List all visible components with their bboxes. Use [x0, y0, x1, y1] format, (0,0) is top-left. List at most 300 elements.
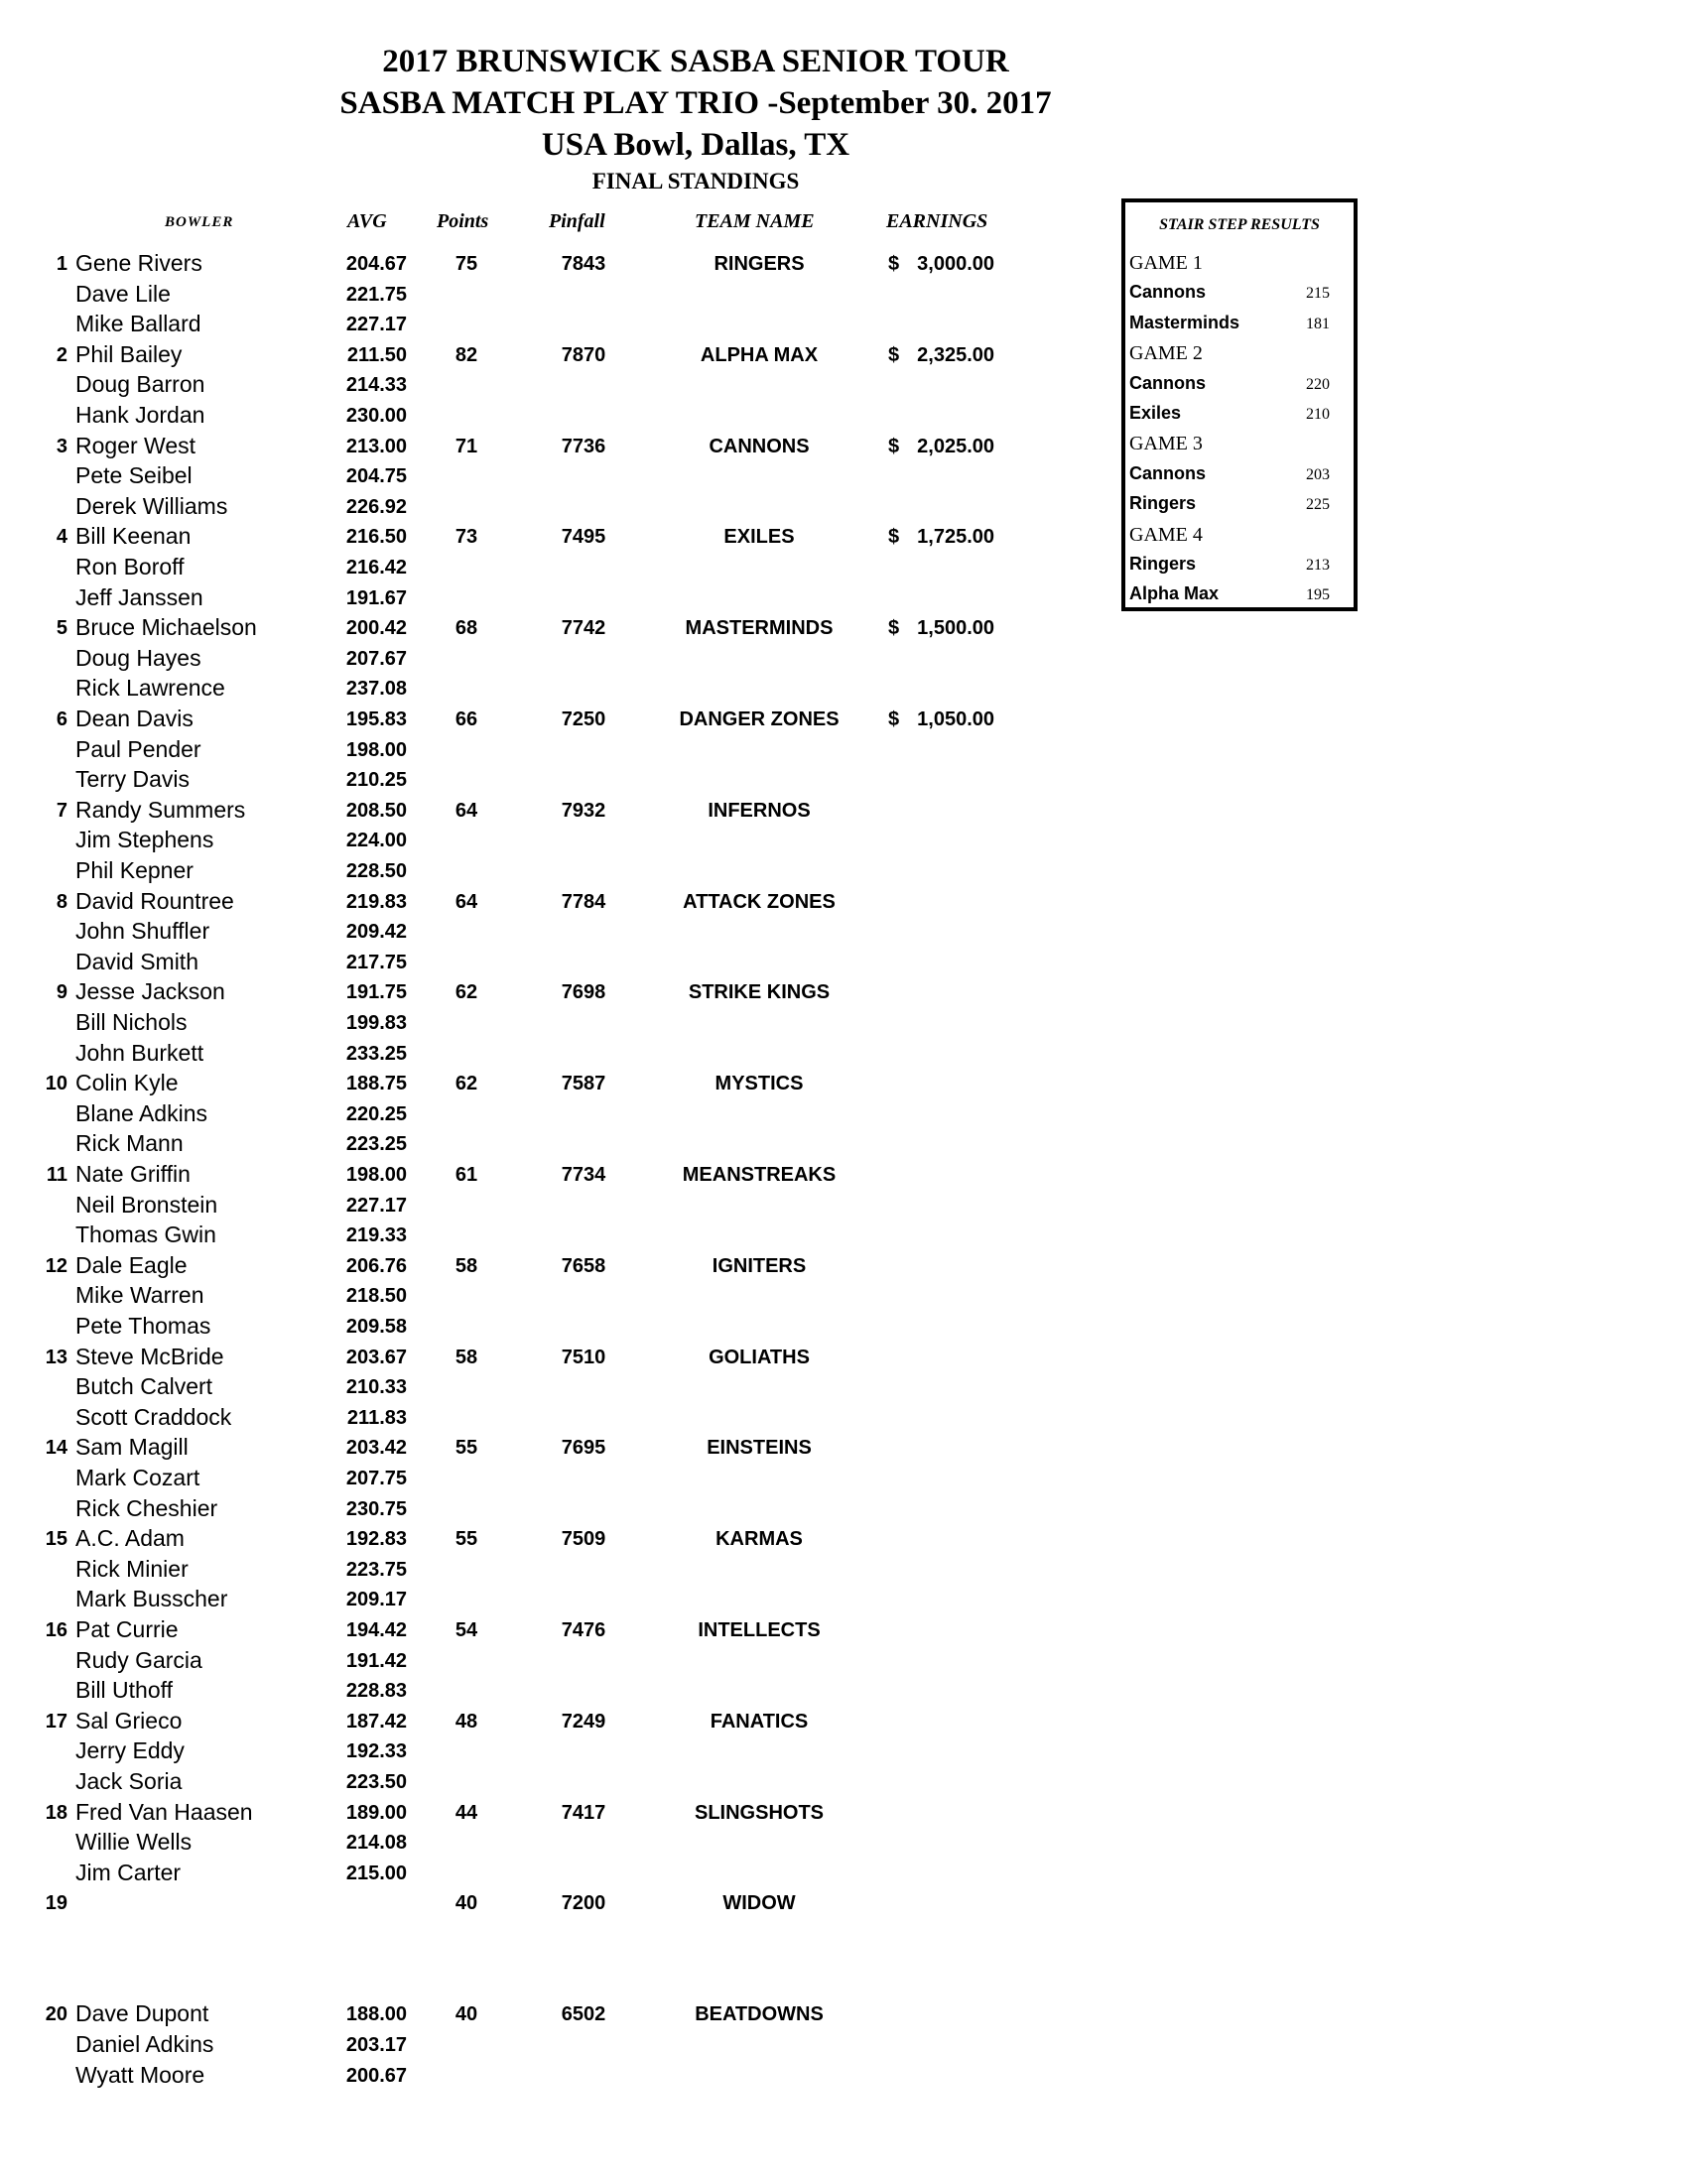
- team-points: 40: [454, 2003, 478, 2026]
- team-points: 71: [454, 435, 478, 457]
- rank: 6: [56, 708, 67, 730]
- game-label-row: [1125, 524, 1354, 552]
- bowler-name: Pete Thomas: [75, 1313, 211, 1339]
- result-team: Ringers: [1129, 554, 1197, 574]
- bowler-name: Derek Williams: [75, 492, 228, 519]
- bowler-row: [0, 1556, 1092, 1586]
- team-pinfall: 7510: [561, 1346, 606, 1368]
- team-row: [0, 250, 1092, 280]
- bowler-row: [0, 675, 1092, 705]
- bowler-avg: 204.75: [345, 465, 407, 488]
- rank: 19: [45, 1892, 67, 1915]
- team-name: INTELLECTS: [698, 1619, 821, 1641]
- bowler-name: David Smith: [75, 948, 198, 974]
- team-name: ALPHA MAX: [700, 343, 819, 366]
- team-row: [0, 523, 1092, 553]
- team-points: 61: [454, 1164, 478, 1186]
- bowler-row: [0, 1192, 1092, 1221]
- team-row: [0, 978, 1092, 1008]
- bowler-row: [0, 1465, 1092, 1494]
- team-points: 40: [454, 1892, 478, 1915]
- bowler-name: Doug Hayes: [75, 644, 201, 671]
- team-name: SLINGSHOTS: [694, 1801, 824, 1824]
- team-row: [0, 1708, 1092, 1737]
- team-row: [0, 1616, 1092, 1646]
- team-name: STRIKE KINGS: [688, 981, 831, 1004]
- result-team: Masterminds: [1129, 312, 1240, 332]
- bowler-name: Sal Grieco: [75, 1707, 183, 1734]
- team-name: DANGER ZONES: [679, 708, 840, 730]
- bowler-avg: 209.17: [345, 1589, 407, 1611]
- bowler-name: Sam Magill: [75, 1434, 189, 1461]
- bowler-row: [0, 1282, 1092, 1312]
- rank: 15: [45, 1528, 67, 1551]
- bowler-name: Roger West: [75, 432, 196, 458]
- bowler-name: Jack Soria: [75, 1768, 183, 1794]
- currency-symbol: $: [888, 526, 900, 549]
- result-team: Alpha Max: [1129, 583, 1220, 604]
- rank: 14: [45, 1437, 67, 1460]
- team-name: EXILES: [723, 526, 795, 549]
- venue: USA Bowl, Dallas, TX: [541, 127, 850, 163]
- bowler-avg: 228.83: [345, 1680, 407, 1703]
- bowler-avg: 230.00: [345, 405, 407, 427]
- team-name: CANNONS: [709, 435, 810, 457]
- rank: 2: [56, 343, 67, 366]
- bowler-name: Dave Dupont: [75, 2000, 209, 2027]
- bowler-avg: 214.33: [345, 374, 407, 397]
- game-result-row: [1125, 493, 1354, 521]
- bowler-avg: 219.83: [345, 890, 407, 913]
- bowler-row: [0, 918, 1092, 948]
- bowler-avg: 203.42: [345, 1437, 407, 1460]
- team-row: [0, 888, 1092, 918]
- team-pinfall: 7742: [561, 617, 606, 640]
- bowler-name: Neil Bronstein: [75, 1191, 218, 1218]
- bowler-row: [0, 554, 1092, 583]
- bowler-avg: 188.75: [345, 1073, 407, 1095]
- team-points: 44: [454, 1801, 478, 1824]
- team-points: 62: [454, 1073, 478, 1095]
- column-header-points: Points: [437, 210, 489, 232]
- result-score: 181: [1306, 315, 1330, 332]
- tour-title: 2017 BRUNSWICK SASBA SENIOR TOUR: [382, 44, 1009, 79]
- game-label: GAME 1: [1129, 252, 1203, 274]
- team-row: [0, 1161, 1092, 1191]
- rank: 1: [56, 253, 67, 275]
- bowler-name: Jesse Jackson: [75, 978, 225, 1005]
- bowler-avg: 227.17: [345, 1194, 407, 1217]
- team-points: 64: [454, 890, 478, 913]
- team-pinfall: 7509: [561, 1528, 606, 1551]
- game-label: GAME 4: [1129, 523, 1203, 546]
- column-header-team-name: TEAM NAME: [695, 210, 815, 232]
- rank: 3: [56, 435, 67, 457]
- bowler-avg: 195.83: [345, 708, 407, 730]
- bowler-avg: 192.33: [345, 1740, 407, 1763]
- rank: 13: [45, 1346, 67, 1368]
- team-earnings: 2,325.00: [917, 343, 994, 366]
- team-name: MEANSTREAKS: [682, 1164, 837, 1186]
- rank: 20: [45, 2003, 67, 2026]
- bowler-row: [0, 1920, 1092, 1950]
- result-team: Exiles: [1129, 403, 1182, 423]
- bowler-avg: 194.42: [345, 1619, 407, 1641]
- bowler-row: [0, 1737, 1092, 1767]
- bowler-name: Randy Summers: [75, 796, 246, 823]
- team-pinfall: 7587: [561, 1073, 606, 1095]
- team-row: [0, 2000, 1092, 2030]
- bowler-avg: 210.25: [345, 769, 407, 792]
- bowler-avg: 200.67: [345, 2064, 407, 2087]
- team-earnings: 1,050.00: [917, 708, 994, 730]
- team-name: MYSTICS: [714, 1073, 804, 1095]
- game-label: GAME 3: [1129, 433, 1203, 455]
- team-points: 64: [454, 799, 478, 822]
- event-title: SASBA MATCH PLAY TRIO -September 30. 2017: [339, 85, 1052, 121]
- bowler-name: John Burkett: [75, 1039, 204, 1066]
- bowler-name: Jim Stephens: [75, 827, 214, 853]
- bowler-name: Nate Griffin: [75, 1161, 191, 1187]
- team-row: [0, 341, 1092, 371]
- result-team: Cannons: [1129, 372, 1207, 393]
- bowler-row: [0, 736, 1092, 766]
- team-pinfall: 7495: [561, 526, 606, 549]
- bowler-name: Hank Jordan: [75, 402, 205, 428]
- result-score: 203: [1306, 465, 1330, 483]
- bowler-avg: 218.50: [345, 1285, 407, 1308]
- rank: 7: [56, 799, 67, 822]
- currency-symbol: $: [888, 253, 900, 275]
- team-row: [0, 1525, 1092, 1555]
- team-name: ATTACK ZONES: [683, 890, 836, 913]
- game-result-row: [1125, 373, 1354, 401]
- bowler-name: Mark Busscher: [75, 1586, 228, 1612]
- bowler-avg: 216.42: [345, 557, 407, 578]
- bowler-avg: 216.50: [345, 526, 407, 549]
- team-row: [0, 1799, 1092, 1829]
- bowler-avg: 209.42: [345, 921, 407, 944]
- team-pinfall: 7734: [561, 1164, 606, 1186]
- bowler-row: [0, 1009, 1092, 1039]
- bowler-name: Jim Carter: [75, 1859, 182, 1885]
- result-score: 213: [1306, 557, 1330, 574]
- currency-symbol: $: [888, 435, 900, 457]
- game-label: GAME 2: [1129, 342, 1203, 365]
- stair-step-title: STAIR STEP RESULTS: [1159, 216, 1320, 233]
- bowler-name: Willie Wells: [75, 1829, 193, 1856]
- bowler-avg: 217.75: [345, 951, 407, 973]
- team-earnings: 3,000.00: [917, 253, 994, 275]
- team-name: INFERNOS: [708, 799, 811, 822]
- team-pinfall: 7476: [561, 1619, 606, 1641]
- bowler-avg: 199.83: [345, 1012, 407, 1034]
- team-pinfall: 7698: [561, 981, 606, 1004]
- team-earnings: 2,025.00: [917, 435, 994, 457]
- bowler-row: [0, 1677, 1092, 1707]
- team-name: MASTERMINDS: [685, 617, 834, 640]
- bowler-row: [0, 827, 1092, 856]
- bowler-name: John Shuffler: [75, 918, 210, 945]
- bowler-name: Rudy Garcia: [75, 1646, 202, 1673]
- team-pinfall: 7843: [561, 253, 606, 275]
- bowler-avg: 237.08: [345, 678, 407, 701]
- bowler-avg: 215.00: [345, 1862, 407, 1884]
- currency-symbol: $: [888, 343, 900, 366]
- team-points: 73: [454, 526, 478, 549]
- bowler-name: Daniel Adkins: [75, 2031, 214, 2058]
- team-pinfall: 7658: [561, 1254, 606, 1277]
- bowler-row: [0, 1373, 1092, 1403]
- bowler-avg: 198.00: [345, 738, 407, 761]
- column-header-avg: AVG: [347, 210, 387, 232]
- team-points: 58: [454, 1346, 478, 1368]
- bowler-name: Blane Adkins: [75, 1099, 207, 1126]
- bowler-row: [0, 1495, 1092, 1525]
- rank: 17: [45, 1710, 67, 1733]
- bowler-avg: 209.58: [345, 1316, 407, 1338]
- stair-step-results-box: [1121, 198, 1358, 611]
- bowler-row: [0, 1829, 1092, 1859]
- bowler-avg: 226.92: [345, 495, 407, 518]
- bowler-row: [0, 493, 1092, 523]
- bowler-name: Bill Nichols: [75, 1009, 188, 1035]
- bowler-row: [0, 2031, 1092, 2061]
- team-points: 66: [454, 708, 478, 730]
- team-name: FANATICS: [710, 1710, 809, 1733]
- bowler-name: David Rountree: [75, 887, 234, 914]
- bowler-row: [0, 2062, 1092, 2092]
- bowler-name: Rick Minier: [75, 1555, 189, 1582]
- bowler-name: Phil Kepner: [75, 857, 194, 883]
- bowler-row: [0, 1313, 1092, 1343]
- column-header-earnings: EARNINGS: [886, 210, 988, 232]
- bowler-avg: 210.33: [345, 1376, 407, 1399]
- bowler-name: Rick Mann: [75, 1130, 184, 1157]
- team-row: [0, 433, 1092, 462]
- game-label-row: [1125, 342, 1354, 370]
- bowler-name: Phil Bailey: [75, 340, 183, 367]
- bowler-row: [0, 1100, 1092, 1130]
- rank: 11: [46, 1164, 67, 1186]
- rank: 12: [45, 1254, 67, 1277]
- bowler-avg: 219.33: [345, 1224, 407, 1247]
- game-result-row: [1125, 583, 1354, 611]
- bowler-name: Jeff Janssen: [75, 583, 203, 610]
- result-score: 225: [1306, 496, 1330, 514]
- bowler-name: Rick Lawrence: [75, 675, 225, 702]
- bowler-name: Pete Seibel: [75, 462, 193, 489]
- game-result-row: [1125, 313, 1354, 340]
- bowler-avg: 188.00: [345, 2003, 407, 2026]
- bowler-avg: 223.50: [345, 1771, 407, 1793]
- bowler-name: Bruce Michaelson: [75, 614, 257, 641]
- bowler-avg: 200.42: [345, 617, 407, 640]
- team-points: 54: [454, 1619, 478, 1641]
- bowler-row: [0, 311, 1092, 340]
- bowler-name: Butch Calvert: [75, 1373, 213, 1400]
- bowler-avg: 187.42: [345, 1710, 407, 1733]
- bowler-row: [0, 281, 1092, 311]
- bowler-avg: 220.25: [345, 1102, 407, 1125]
- team-pinfall: 7250: [561, 708, 606, 730]
- bowler-avg: 189.00: [345, 1801, 407, 1824]
- bowler-name: Gene Rivers: [75, 250, 202, 276]
- result-team: Ringers: [1129, 493, 1197, 514]
- bowler-avg: 211.83: [346, 1406, 407, 1429]
- team-row: [0, 1070, 1092, 1099]
- bowler-avg: 214.08: [345, 1832, 407, 1855]
- team-row: [0, 706, 1092, 735]
- result-score: 195: [1306, 586, 1330, 604]
- result-score: 220: [1306, 375, 1330, 393]
- bowler-row: [0, 857, 1092, 887]
- bowler-avg: 191.75: [345, 981, 407, 1004]
- bowler-name: Jerry Eddy: [75, 1737, 185, 1764]
- team-pinfall: 7200: [561, 1892, 606, 1915]
- bowler-name: Paul Pender: [75, 735, 201, 762]
- team-pinfall: 7736: [561, 435, 606, 457]
- team-row: [0, 1434, 1092, 1464]
- bowler-name: Wyatt Moore: [75, 2061, 205, 2088]
- bowler-row: [0, 584, 1092, 614]
- team-row: [0, 614, 1092, 644]
- column-header-bowler: BOWLER: [165, 214, 234, 230]
- bowler-name: Colin Kyle: [75, 1070, 179, 1096]
- team-points: 68: [454, 617, 478, 640]
- bowler-row: [0, 1860, 1092, 1889]
- bowler-name: Rick Cheshier: [75, 1494, 218, 1521]
- team-name: RINGERS: [714, 253, 805, 275]
- bowler-avg: 223.25: [345, 1133, 407, 1156]
- game-label-row: [1125, 433, 1354, 460]
- rank: 18: [45, 1801, 67, 1824]
- bowler-avg: 208.50: [345, 799, 407, 822]
- bowler-avg: 227.17: [345, 314, 407, 336]
- rank: 10: [45, 1073, 67, 1095]
- bowler-avg: 211.50: [346, 343, 407, 366]
- game-result-row: [1125, 282, 1354, 310]
- team-points: 75: [454, 253, 478, 275]
- bowler-name: Mike Ballard: [75, 311, 201, 337]
- bowler-row: [0, 1951, 1092, 1981]
- team-pinfall: 7249: [561, 1710, 606, 1733]
- bowler-row: [0, 1130, 1092, 1160]
- bowler-avg: 228.50: [345, 860, 407, 882]
- bowler-row: [0, 371, 1092, 401]
- bowler-name: Steve McBride: [75, 1343, 224, 1369]
- bowler-row: [0, 402, 1092, 432]
- standings-heading: FINAL STANDINGS: [591, 169, 800, 193]
- team-name: KARMAS: [715, 1528, 803, 1551]
- team-name: IGNITERS: [712, 1254, 807, 1277]
- bowler-row: [0, 1040, 1092, 1070]
- bowler-avg: 204.67: [345, 253, 407, 275]
- currency-symbol: $: [888, 617, 900, 640]
- team-points: 55: [454, 1528, 478, 1551]
- result-team: Cannons: [1129, 462, 1207, 483]
- bowler-row: [0, 1221, 1092, 1251]
- bowler-avg: 213.00: [345, 435, 407, 457]
- rank: 9: [56, 981, 67, 1004]
- bowler-avg: 224.00: [345, 830, 407, 852]
- team-name: EINSTEINS: [707, 1437, 812, 1460]
- bowler-name: Dale Eagle: [75, 1251, 188, 1278]
- bowler-avg: 230.75: [345, 1497, 407, 1520]
- game-result-row: [1125, 403, 1354, 431]
- bowler-name: Pat Currie: [75, 1616, 179, 1642]
- bowler-name: Dave Lile: [75, 280, 171, 307]
- team-row: [0, 1889, 1092, 1919]
- bowler-avg: 206.76: [345, 1254, 407, 1277]
- bowler-name: Fred Van Haasen: [75, 1798, 253, 1825]
- bowler-avg: 203.67: [345, 1346, 407, 1368]
- rank: 8: [56, 890, 67, 913]
- team-name: GOLIATHS: [709, 1346, 810, 1368]
- team-points: 62: [454, 981, 478, 1004]
- bowler-name: Scott Craddock: [75, 1403, 232, 1430]
- bowler-row: [0, 949, 1092, 978]
- bowler-name: Mike Warren: [75, 1282, 204, 1309]
- bowler-row: [0, 1404, 1092, 1434]
- result-team: Cannons: [1129, 282, 1207, 303]
- team-pinfall: 6502: [561, 2003, 606, 2026]
- bowler-avg: 192.83: [345, 1528, 407, 1551]
- result-score: 215: [1306, 285, 1330, 303]
- game-label-row: [1125, 252, 1354, 280]
- team-name: BEATDOWNS: [695, 2003, 824, 2026]
- bowler-row: [0, 1586, 1092, 1615]
- bowler-name: Mark Cozart: [75, 1465, 200, 1490]
- rank: 4: [56, 526, 67, 549]
- bowler-avg: 223.75: [345, 1558, 407, 1581]
- team-name: WIDOW: [722, 1892, 796, 1915]
- team-earnings: 1,725.00: [917, 526, 994, 549]
- bowler-name: Terry Davis: [75, 766, 191, 793]
- bowler-avg: 198.00: [345, 1164, 407, 1186]
- team-points: 55: [454, 1437, 478, 1460]
- team-pinfall: 7870: [561, 343, 606, 366]
- bowler-row: [0, 1647, 1092, 1677]
- bowler-avg: 233.25: [345, 1042, 407, 1065]
- bowler-name: Doug Barron: [75, 371, 205, 398]
- game-result-row: [1125, 463, 1354, 491]
- bowler-avg: 203.17: [345, 2034, 407, 2057]
- currency-symbol: $: [888, 708, 900, 730]
- team-row: [0, 1252, 1092, 1282]
- team-row: [0, 1344, 1092, 1373]
- team-earnings: 1,500.00: [917, 617, 994, 640]
- bowler-name: Ron Boroff: [75, 554, 185, 579]
- result-score: 210: [1306, 406, 1330, 423]
- bowler-name: Bill Uthoff: [75, 1677, 174, 1704]
- bowler-avg: 221.75: [345, 283, 407, 306]
- bowler-avg: 191.42: [345, 1649, 407, 1672]
- rank: 5: [56, 617, 67, 640]
- team-pinfall: 7417: [561, 1801, 606, 1824]
- team-row: [0, 797, 1092, 827]
- game-result-row: [1125, 554, 1354, 581]
- bowler-name: A.C. Adam: [75, 1525, 185, 1552]
- bowler-row: [0, 766, 1092, 796]
- bowler-avg: 191.67: [345, 586, 407, 609]
- bowler-name: Thomas Gwin: [75, 1221, 216, 1248]
- column-header-pinfall: Pinfall: [549, 210, 605, 232]
- bowler-row: [0, 462, 1092, 492]
- bowler-avg: 207.67: [345, 647, 407, 670]
- team-pinfall: 7784: [561, 890, 606, 913]
- bowler-avg: 207.75: [345, 1468, 407, 1489]
